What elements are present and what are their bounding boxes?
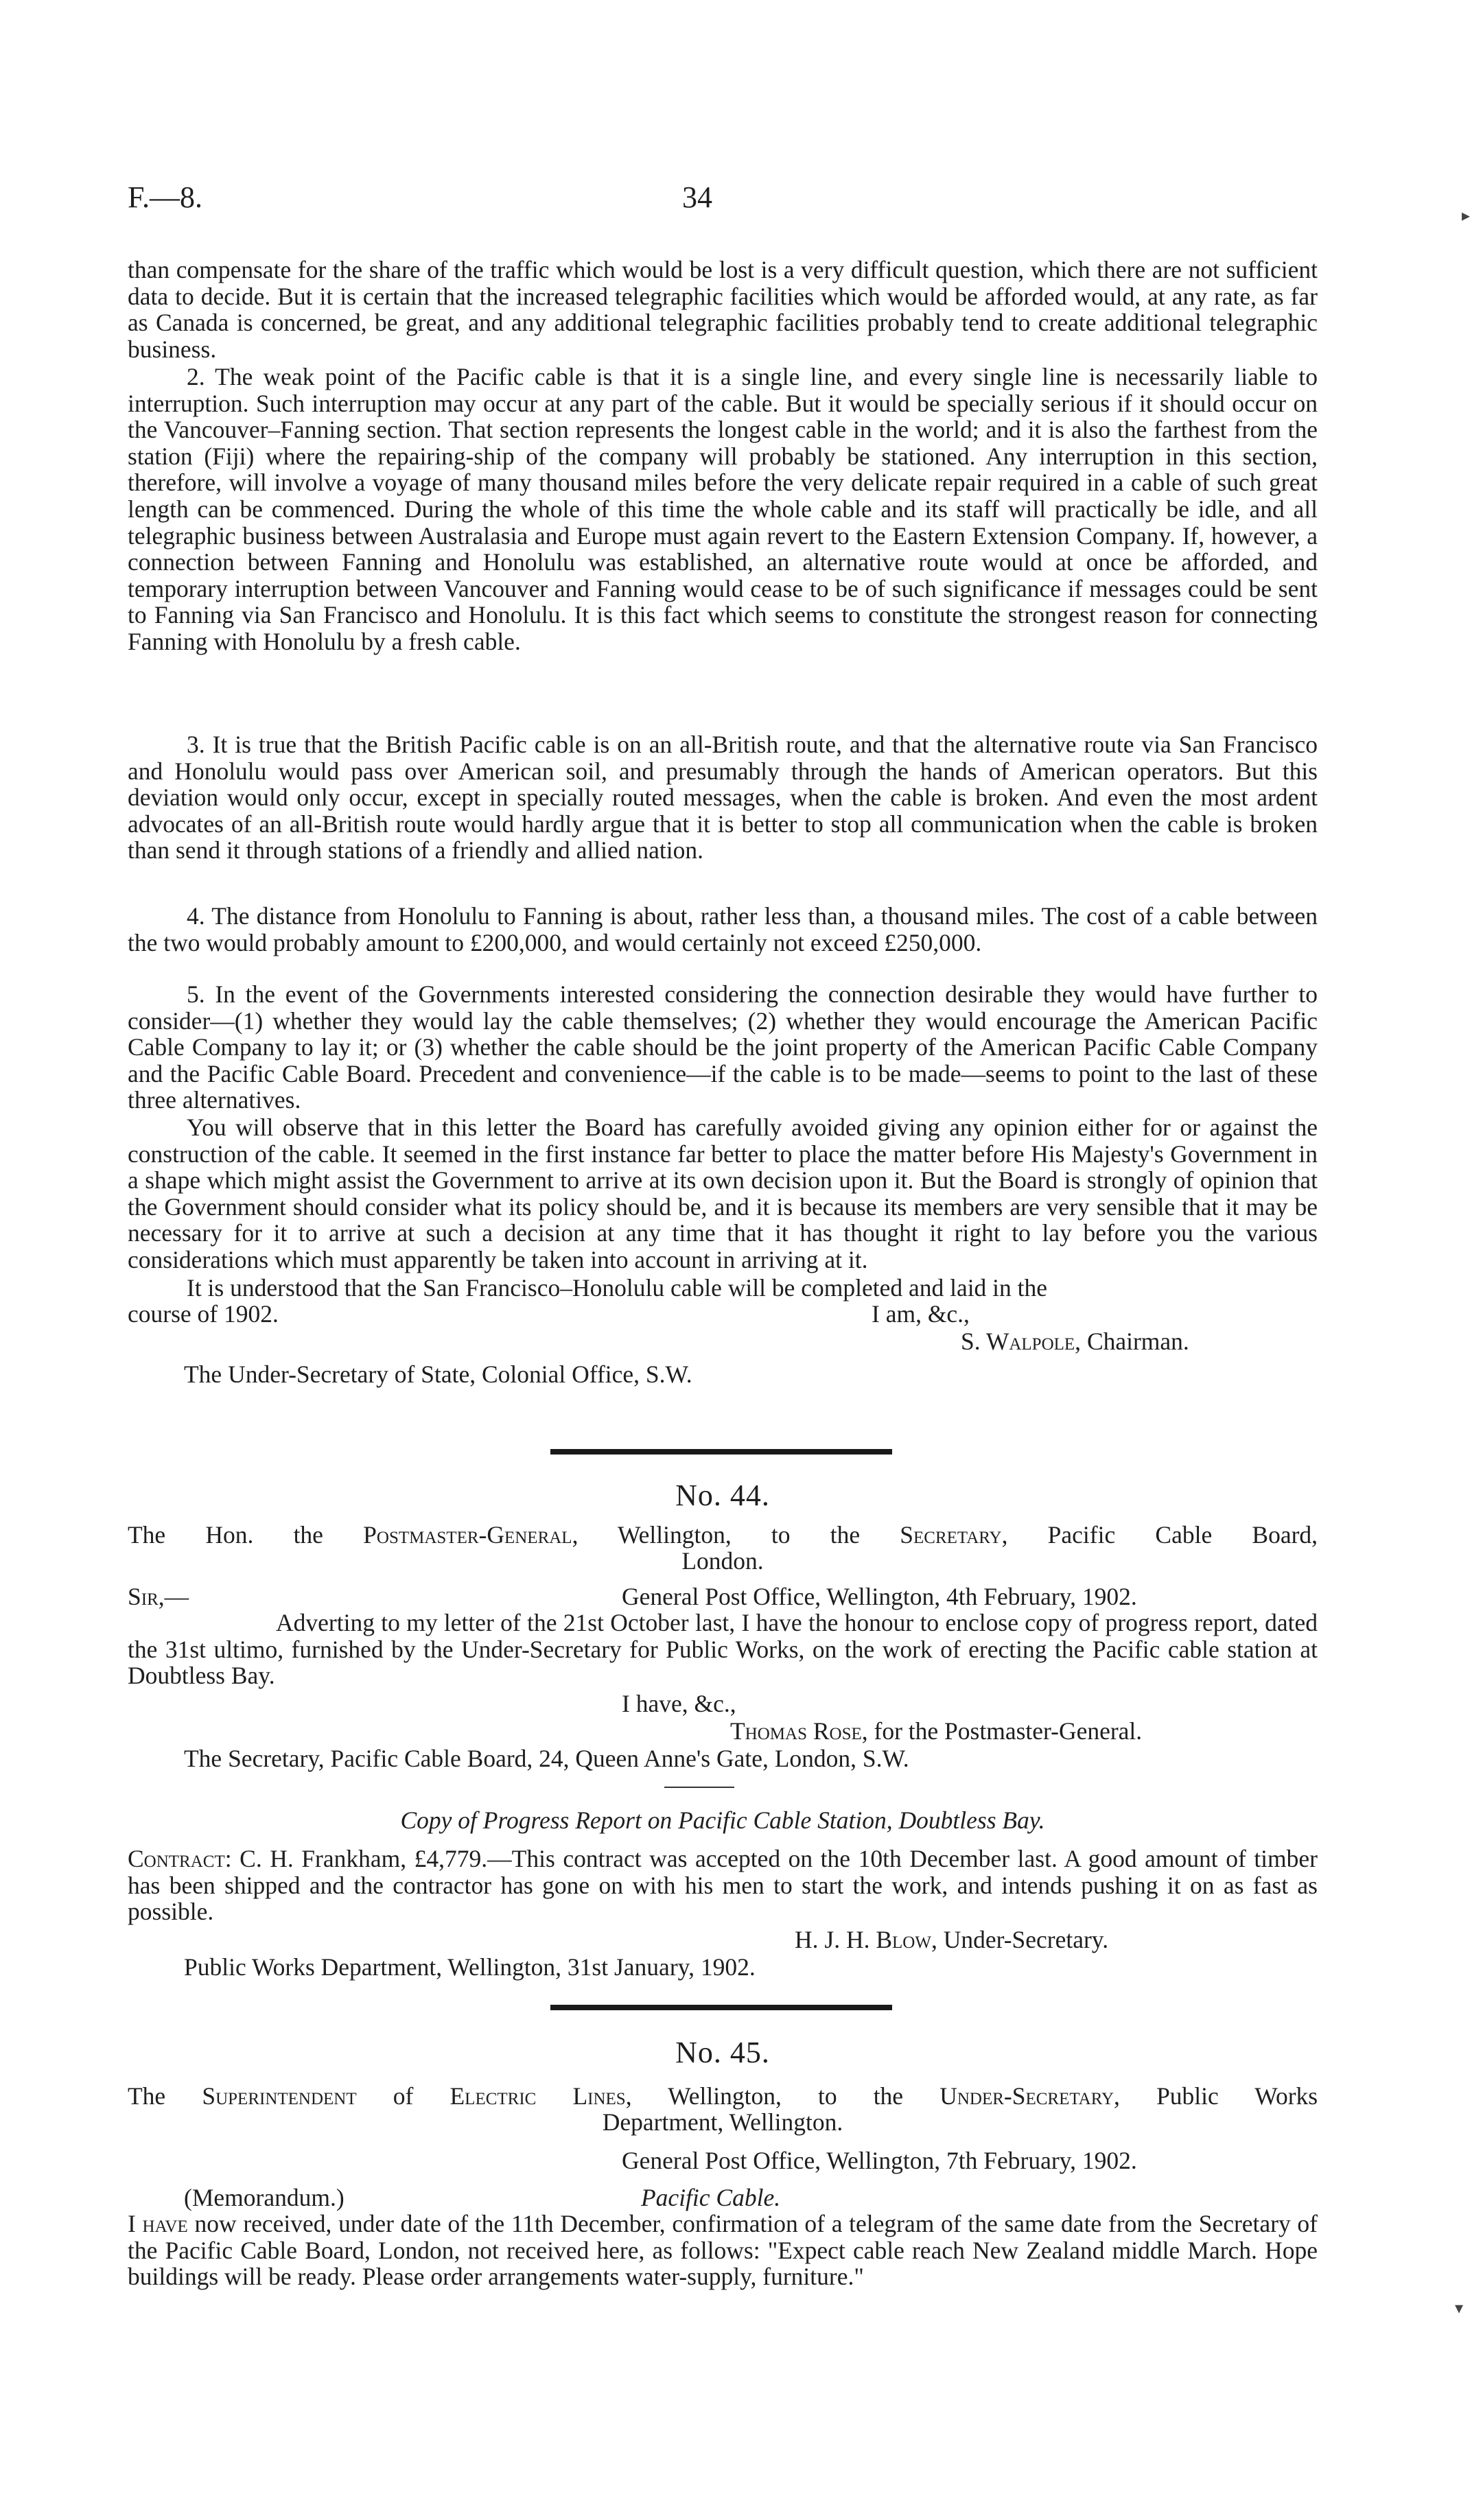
signature-title: Chairman. xyxy=(1086,1328,1189,1355)
no45-from-title-2: Electric Lines, xyxy=(449,2082,632,2110)
no45-to-title: Under-Secretary, xyxy=(939,2082,1120,2110)
no45-from-prefix: The xyxy=(128,2082,166,2110)
no44-addressee: The Secretary, Pacific Cable Board, 24, Queen Anne's Gate, London, S.W. xyxy=(184,1745,909,1772)
no45-from-place: Wellington, to the xyxy=(668,2082,904,2110)
paragraph-understood: It is understood that the San Francisco–Honolulu cable will be completed and laid in the xyxy=(187,1274,1048,1302)
no45-body xyxy=(128,2211,1318,2290)
contract-text: C. H. Frankham, £4,779.—This contract was accepted on the 10th December last. A good amount of timber has been shipped and the contractor has gone on with his men to start the work, and intends pushing it on as fast as possible. xyxy=(128,1845,1318,1926)
contract-label: Contract: xyxy=(128,1845,232,1872)
memo-subject: Pacific Cable. xyxy=(641,2184,781,2211)
no44-dateline: General Post Office, Wellington, 4th February, 1902. xyxy=(622,1583,1137,1610)
no44-signature-rest: for the Postmaster-General. xyxy=(874,1717,1143,1745)
no44-salutation: Sir,— xyxy=(128,1583,189,1610)
no44-signature xyxy=(730,1718,1142,1745)
report-signature-title: Under-Secretary. xyxy=(943,1926,1109,1953)
page-number: 34 xyxy=(682,180,712,214)
closing-salutation: I am, &c., xyxy=(872,1300,970,1328)
enclosure-divider xyxy=(664,1787,734,1788)
paragraph-3: 3. It is true that the British Pacific cable is on an all-British route, and that the alternative route via San Francisco and Honolulu would pass over American soil, and presumably through the hands of American operators. But this deviation would only occur, except in specially routed messages, when the cable is broken. And even the most ardent advocates of an all-British route would hardly argue that it is better to stop all communication when the cable is broken than send it through stations of a friendly and allied nation. xyxy=(128,731,1318,864)
signature xyxy=(961,1328,1189,1355)
signature-name: S. Walpole, xyxy=(961,1328,1082,1355)
section-heading-no-45: No. 45. xyxy=(675,2036,770,2069)
section-divider xyxy=(550,1449,892,1455)
no44-closing: I have, &c., xyxy=(622,1690,736,1717)
no45-dateline: General Post Office, Wellington, 7th February, 1902. xyxy=(622,2147,1137,2174)
document-reference: F.—8. xyxy=(128,180,202,214)
paragraph-2: 2. The weak point of the Pacific cable is that it is a single line, and every single line is necessarily liable to interruption. Such interruption may occur at any part of the cable. But it would be specially serious if it should occur on the Vancouver–Fanning section. That section represents the longest cable in the world; and it is also the farthest from the station (Fiji) where the repairing-ship of the company will probably be stationed. Any interruption in this section, therefore, will involve a voyage of many thousand miles before the very delicate repair required in a cable of such great length can be commenced. During the whole of this time the whole cable and its staff will practically be idle, and all telegraphic business between Australasia and Europe must again revert to the Eastern Extension Company. If, however, a connection between Fanning and Honolulu was established, an alternative route would at once be afforded, and temporary interruption between Vancouver and Fanning would cease to be of such significance if messages could be sent to Fanning via San Francisco and Honolulu. It is this fact which seems to constitute the strongest reason for connecting Fanning with Honolulu by a fresh cable. xyxy=(128,363,1318,655)
addressee: The Under-Secretary of State, Colonial Office, S.W. xyxy=(184,1361,692,1388)
margin-mark: ▸ xyxy=(1462,207,1471,225)
paragraph-understood-end: course of 1902. xyxy=(128,1300,279,1328)
no44-to-title: Secretary, xyxy=(900,1521,1008,1548)
no44-from-to xyxy=(128,1522,1318,1548)
no45-from-title: Superintendent xyxy=(202,2082,357,2110)
section-divider-2 xyxy=(550,2005,892,2010)
paragraph-observation: You will observe that in this letter the Board has carefully avoided giving any opinion either for or against the construction of the cable. It seemed in the first instance far better to place the matter before His Majesty's Government in a shape which might assist the Government to arrive at its own decision upon it. But the Board is strongly of opinion that the Government should consider what its policy should be, and it is because its members are very sensible that it may be necessary for it to arrive at such a decision at any time that it has thought it right to lay before you the various considerations which must apparently be taken into account in arriving at it. xyxy=(128,1114,1318,1273)
no45-to-rest: Public Works xyxy=(1156,2082,1318,2110)
no44-signature-name: Thomas Rose, xyxy=(730,1717,868,1745)
margin-mark: ▾ xyxy=(1455,2300,1464,2318)
no45-from-of: of xyxy=(393,2082,414,2110)
no45-body-text: now received, under date of the 11th December, confirmation of a telegram of the same date from the Secretary of the Pacific Cable Board, London, not received here, as follows: "Expect cable reach New Zealand middle March. Hope buildings will be ready. Please order arrangements water-supply, furniture." xyxy=(128,2210,1318,2291)
no45-to-line2: Department, Wellington. xyxy=(602,2108,843,2136)
enclosure-title: Copy of Progress Report on Pacific Cable Station, Doubtless Bay. xyxy=(400,1806,1045,1834)
contract-paragraph xyxy=(128,1846,1318,1925)
report-signature-name: H. J. H. Blow, xyxy=(795,1926,937,1953)
paragraph-4: 4. The distance from Honolulu to Fanning is about, rather less than, a thousand miles. The cost of a cable between the two would probably amount to £200,000, and would certainly not exceed £250,000. xyxy=(128,902,1318,956)
paragraph-5: 5. In the event of the Governments interested considering the connection desirable they would have further to consider—(1) whether they would lay the cable themselves; (2) whether they would encourage the American Pacific Cable Company to lay it; or (3) whether the cable should be the joint property of the American Pacific Cable Company and the Pacific Cable Board. Precedent and convenience—if the cable is to be made—seems to point to the last of these three alternatives. xyxy=(128,980,1318,1114)
paragraph-continuation: than compensate for the share of the traffic which would be lost is a very difficult question, which there are not sufficient data to decide. But it is certain that the increased telegraphic facilities which would be afforded would, at any rate, as far as Canada is concerned, be great, and any additional telegraphic facilities probably tend to create additional telegraphic business. xyxy=(128,256,1318,363)
no44-from-prefix: The Hon. the xyxy=(128,1521,323,1548)
no44-from-title: Postmaster-General, xyxy=(363,1521,579,1548)
no44-body: Adverting to my letter of the 21st October last, I have the honour to enclose copy of progress report, dated the 31st ultimo, furnished by the Under-Secretary for Public Works, on the work of erecting the Pacific cable station at Doubtless Bay. xyxy=(128,1609,1318,1690)
no44-from-place: Wellington, to the xyxy=(618,1521,861,1548)
no45-body-opening: I have xyxy=(128,2210,188,2237)
no44-to-rest: Pacific Cable Board, xyxy=(1047,1521,1318,1548)
section-heading-no-44: No. 44. xyxy=(675,1479,770,1512)
memo-label: (Memorandum.) xyxy=(184,2184,345,2211)
no44-to-line2: London. xyxy=(681,1547,764,1575)
no45-from-to xyxy=(128,2083,1318,2110)
report-place-date: Public Works Department, Wellington, 31st January, 1902. xyxy=(184,1953,756,1981)
report-signature xyxy=(795,1927,1108,1953)
